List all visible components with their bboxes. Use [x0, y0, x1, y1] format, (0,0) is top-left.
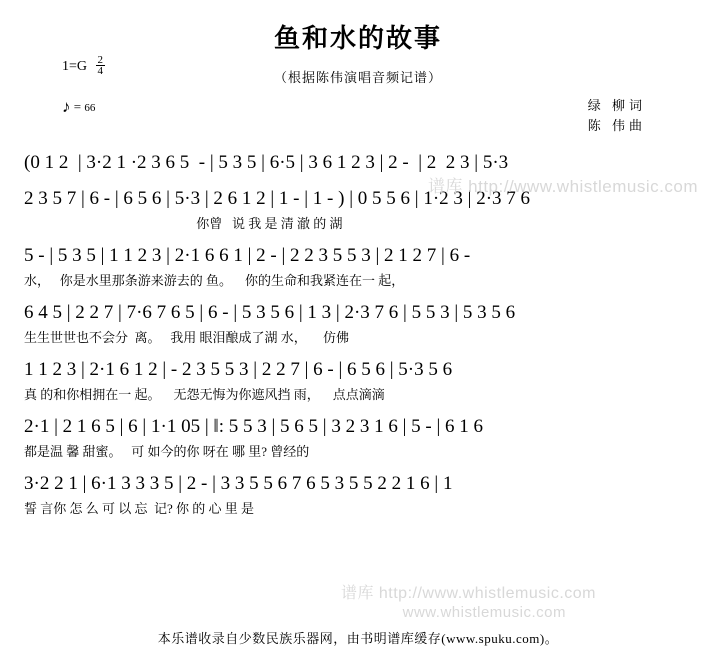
- quarter-note-icon: ♪: [62, 97, 71, 116]
- lyrics-row: 都是温 馨 甜蜜。 可 如今的你 呀在 哪 里? 曾经的: [24, 444, 310, 459]
- credits: [588, 96, 646, 136]
- time-signature-denominator: 4: [97, 65, 104, 77]
- subtitle: （根据陈伟演唱音频记谱）: [273, 70, 442, 85]
- watermark-bottom-1: 谱库 http://www.whistlemusic.com: [340, 585, 596, 602]
- watermark-bottom-2: www.whistlemusic.com: [402, 604, 566, 621]
- score-body: [24, 150, 692, 528]
- lyrics-row: 你曾 说 我 是 清 澈 的 湖: [24, 216, 343, 231]
- lyrics-row: 生生世世也不会分 离。 我用 眼泪酿成了湖 水， 仿佛: [24, 330, 350, 345]
- lyrics-row: 水， 你是水里那条游来游去的 鱼。 你的生命和我紧连在一 起，: [24, 273, 405, 288]
- time-signature-numerator: 2: [97, 54, 104, 66]
- notes-row: 5 - | 5 3 5 | 1 1 2 3 | 2·1 6 6 1 | 2 - | 2 2 3 5 5 3 | 2 1 2 7 | 6 -: [24, 245, 471, 266]
- page-title: 鱼和水的故事: [273, 24, 442, 53]
- notes-row: 6 4 5 | 2 2 7 | 7·6 7 6 5 | 6 - | 5 3 5 6 | 1 3 | 2·3 7 6 | 5 5 3 | 5 3 5 6: [24, 302, 516, 323]
- lyrics-row: 誓 言你 怎 么 可 以 忘 记? 你 的 心 里 是: [24, 501, 255, 516]
- tempo-bpm: 66: [84, 102, 96, 114]
- score-line: [24, 150, 692, 176]
- watermark-top: 谱库 http://www.whistlemusic.com: [427, 177, 698, 196]
- footer-note: 本乐谱收录自少数民族乐器网，由书明谱库缓存(www.spuku.com)。: [157, 631, 559, 646]
- score-line: [24, 414, 692, 461]
- score-line: [24, 300, 692, 347]
- notes-row: 1 1 2 3 | 2·1 6 1 2 | - 2 3 5 5 3 | 2 2 7 | 6 - | 6 5 6 | 5·3 5 6: [24, 359, 453, 380]
- time-signature: [96, 55, 106, 76]
- composer-credit: 陈 伟曲: [587, 118, 646, 133]
- notes-row: 3·2 2 1 | 6·1 3 3 3 5 | 2 - | 3 3 5 5 6 7 6 5 3 5 5 2 2 1 6 | 1: [24, 473, 453, 494]
- score-line: [24, 471, 692, 518]
- notes-row: (0 1 2 | 3·2 1 ·2 3 6 5 - | 5 3 5 | 6·5 | 3 6 1 2 3 | 2 - | 2 2 3 | 5·3: [24, 152, 509, 173]
- key-and-time-signature: [62, 56, 105, 77]
- score-line: [24, 186, 692, 233]
- notes-row: 2 3 5 7 | 6 - | 6 5 6 | 5·3 | 2 6 1 2 | 1 - | 1 - ) | 0 5 5 6 | 1·2 3 | 2·3 7 6: [24, 188, 531, 209]
- lyrics-row: 真 的和你相拥在一 起。 无怨无悔为你遮风挡 雨， 点点滴滴: [24, 387, 385, 402]
- score-line: [24, 243, 692, 290]
- tempo-marking: [62, 96, 95, 116]
- notes-row: 2·1 | 2 1 6 5 | 6 | 1·1 05 | ‖: 5 5 3 | 5 6 5 | 3 2 3 1 6 | 5 - | 6 1 6: [24, 416, 484, 437]
- tempo-equals: =: [73, 99, 82, 114]
- lyricist-credit: 绿 柳词: [587, 98, 646, 113]
- key-signature: 1=G: [62, 58, 88, 74]
- score-line: [24, 357, 692, 404]
